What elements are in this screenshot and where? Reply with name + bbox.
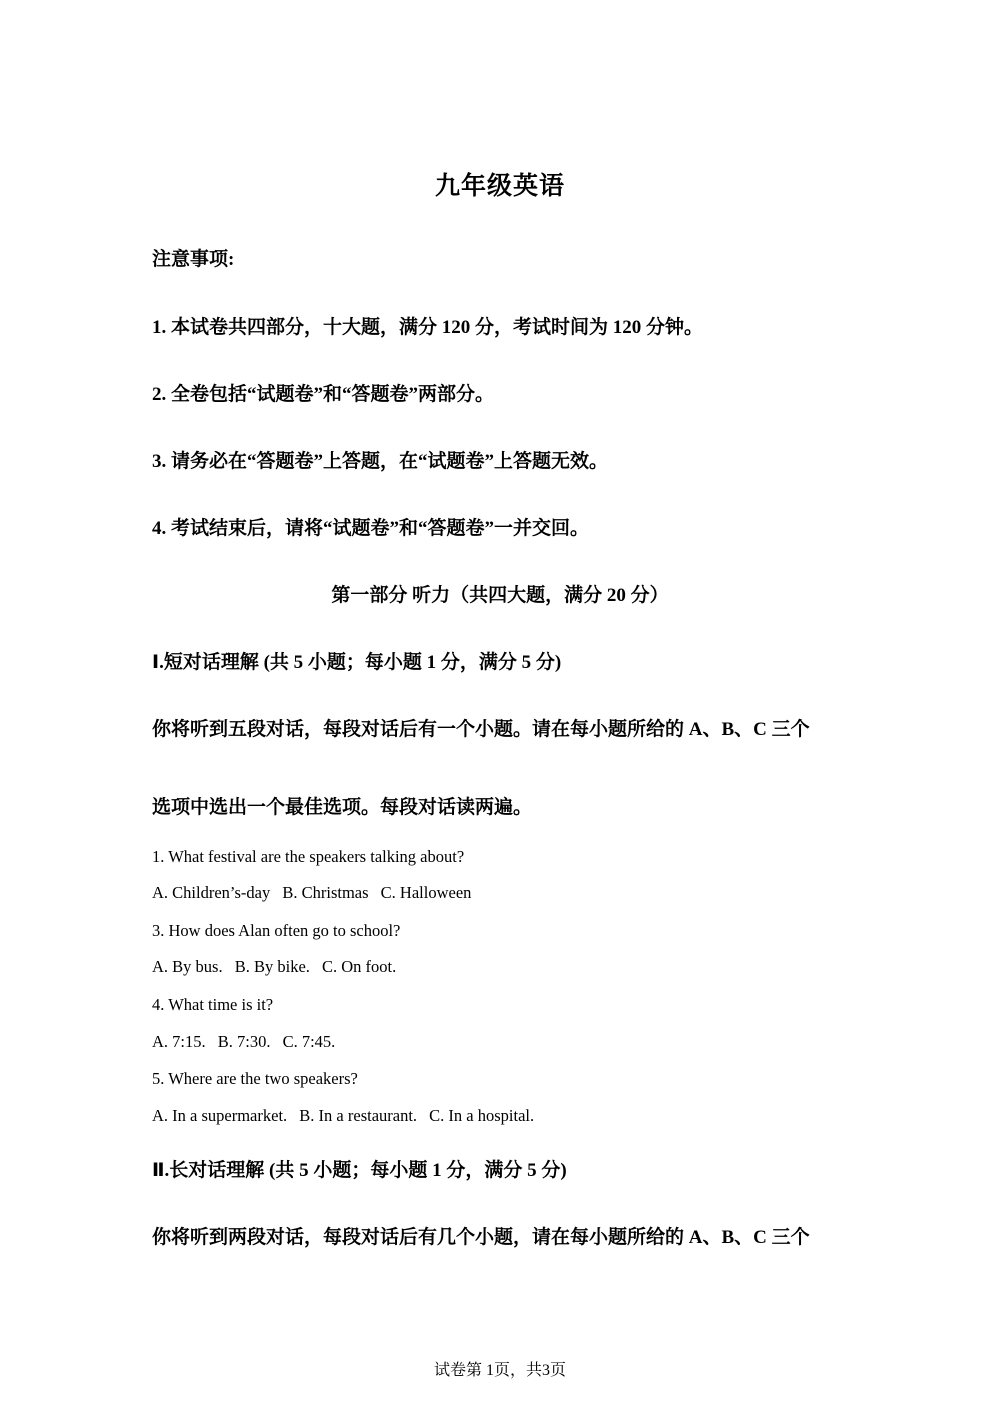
section1-instruction-line1: 你将听到五段对话，每段对话后有一个小题。请在每小题所给的 A、B、C 三个: [152, 719, 810, 740]
option-a: A. 7:15.: [152, 1032, 206, 1051]
option-c: C. On foot.: [322, 957, 397, 976]
notice-item-1: 1. 本试卷共四部分，十大题，满分 120 分，考试时间为 120 分钟。: [152, 317, 704, 338]
notice-item-4: 4. 考试结束后，请将“试题卷”和“答题卷”一并交回。: [152, 518, 590, 539]
page-footer: 试卷第 1页，共3页: [433, 1362, 566, 1379]
question-text: 1. What festival are the speakers talking about?: [152, 847, 465, 866]
option-a: A. By bus.: [152, 957, 223, 976]
question-text: 4. What time is it?: [152, 995, 274, 1014]
question-options: [152, 1032, 335, 1052]
section1-instruction-line2: 选项中选出一个最佳选项。每段对话读两遍。: [152, 797, 533, 818]
option-a: A. Children’s-day: [152, 883, 271, 902]
option-b: B. By bike.: [234, 957, 310, 976]
option-c: C. 7:45.: [282, 1032, 336, 1051]
question-text: 3. How does Alan often go to school?: [152, 921, 401, 940]
section1-heading: Ⅰ.短对话理解 (共 5 小题；每小题 1 分，满分 5 分): [152, 652, 562, 673]
option-c: C. In a hospital.: [429, 1106, 535, 1125]
question-text: 5. Where are the two speakers?: [152, 1069, 358, 1088]
option-b: B. 7:30.: [217, 1032, 271, 1051]
page-title: 九年级英语: [434, 171, 565, 200]
notice-item-2: 2. 全卷包括“试题卷”和“答题卷”两部分。: [152, 384, 495, 405]
option-b: B. In a restaurant.: [299, 1106, 418, 1125]
question-options: [152, 1106, 534, 1126]
option-c: C. Halloween: [380, 883, 472, 902]
notice-heading: 注意事项:: [152, 249, 235, 270]
section2-heading: Ⅱ.长对话理解 (共 5 小题；每小题 1 分，满分 5 分): [152, 1160, 567, 1181]
part1-heading: 第一部分 听力（共四大题，满分 20 分）: [331, 585, 669, 606]
question-options: [152, 957, 396, 977]
option-b: B. Christmas: [282, 883, 369, 902]
question-options: [152, 883, 471, 903]
notice-item-3: 3. 请务必在“答题卷”上答题，在“试题卷”上答题无效。: [152, 451, 609, 472]
section2-instruction-line1: 你将听到两段对话，每段对话后有几个小题，请在每小题所给的 A、B、C 三个: [152, 1227, 810, 1248]
option-a: A. In a supermarket.: [152, 1106, 288, 1125]
